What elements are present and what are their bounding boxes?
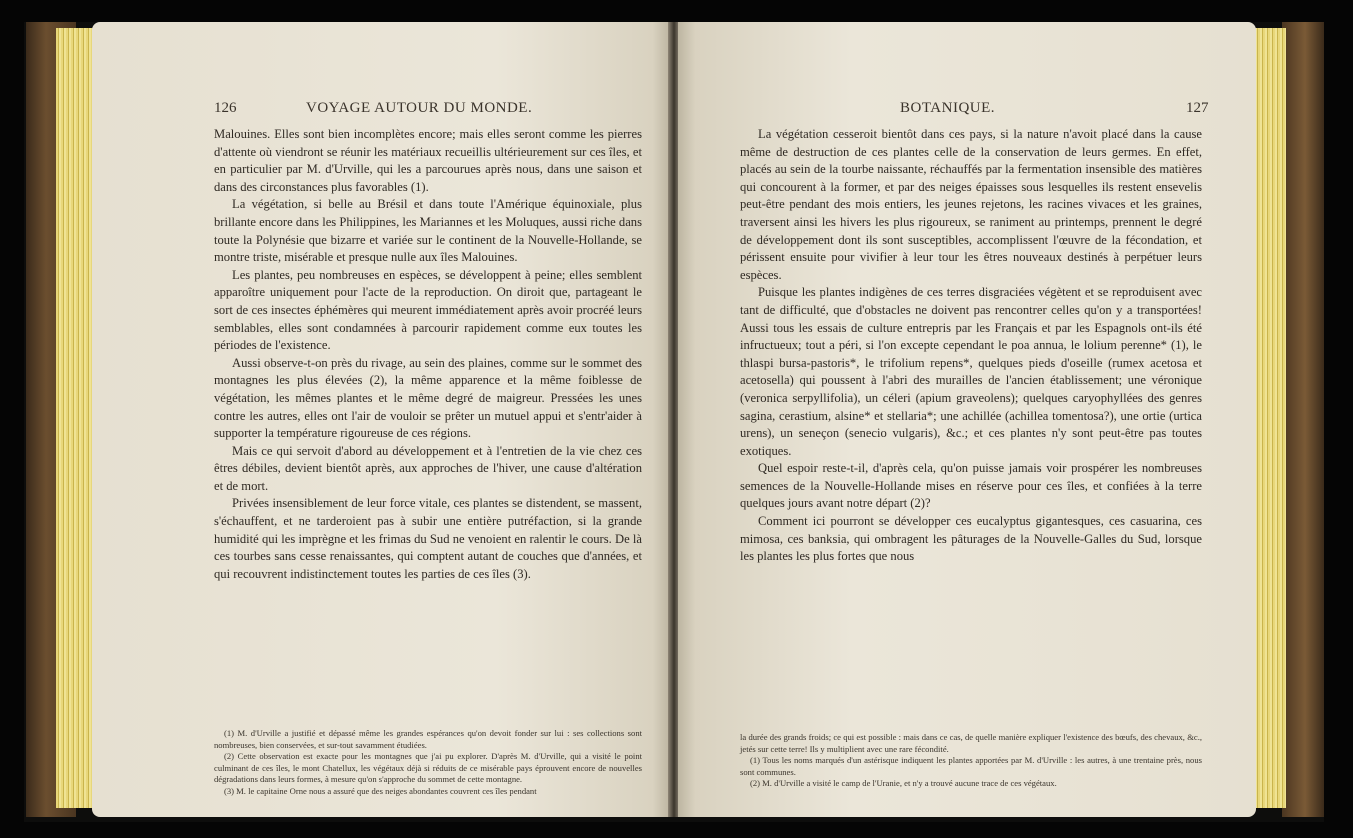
left-footnote: (3) M. le capitaine Orne nous a assuré que des neiges abondantes couvrent ces îles pendant: [224, 785, 537, 796]
right-footnotes: [740, 732, 1202, 790]
right-footnote: la durée des grands froids; ce qui est possible : mais dans ce cas, de quelle manière expliquer l'existence des bœufs, des chevaux, &c., jetés sur cette terre! Ils y multiplient avec une rare fécondité.: [740, 732, 1202, 754]
left-paragraph: Privées insensiblement de leur force vitale, ces plantes se distendent, se massent, s'échauffent, et ne tarderoient pas à subir une entière putréfaction, si la grande humidité qui les imprègne et les frimas du Sud ne venoient en ralentir le cours. De là ces tourbes sans cesse renaissantes, qui comptent autant de couches que d'années, et qui recouvrent indistinctement toutes les parties de ces îles (3).: [214, 496, 642, 581]
right-footnote: (2) M. d'Urville a visité le camp de l'Uranie, et n'y a trouvé aucune trace de ces végétaux.: [750, 778, 1057, 789]
left-page-edges: [56, 28, 96, 808]
left-page-number: 126: [214, 100, 237, 116]
left-paragraph: Les plantes, peu nombreuses en espèces, se développent à peine; elles semblent apparoître uniquement pour l'acte de la reproduction. On diroit que, partageant le sort de ces insectes éphémères qui meurent immédiatement après avoir procréé leurs semblables, elles sont condamnées à parcourir rapidement comme eux toutes les périodes de l'existence.: [214, 267, 642, 353]
left-paragraph: Malouines. Elles sont bien incomplètes encore; mais elles seront comme les pierres d'attente où viendront se réunir les matériaux recueillis ultérieurement sur ces îles, et en particulier par M. d'Urville, qui les a parcourues après nous, dans une saison et dans des circonstances plus favorables (1).: [214, 127, 642, 194]
left-footnote: (2) Cette observation est exacte pour les montagnes que j'ai pu explorer. D'après M. d'Urville, qui a visité le point culminant de ces îles, le mont Chatellux, les végétaux déjà si réduits de ce misérable pays éprouvent encore de nouvelles dégradations dans leurs formes, à mesure qu'on s'approche du sommet de cette montagne.: [214, 751, 642, 785]
left-paragraph: Aussi observe-t-on près du rivage, au sein des plaines, comme sur le sommet des montagnes les plus élevées (2), la même apparence et la même foiblesse de végétation, les mêmes plantes et le même degré de maigreur. Pressées les unes contre les autres, elles ont l'air de vouloir se prêter un mutuel appui et s'entr'aider à supporter la température rigoureuse de ces régions.: [214, 355, 642, 441]
right-paragraph: Puisque les plantes indigènes de ces terres disgraciées végètent et se reproduisent avec tant de difficulté, que d'obstacles ne doivent pas rencontrer celles qu'on y a transportées! Aussi tous les essais de culture entrepris par les Français et par les Espagnols ont-ils été infructueux; tout a péri, si l'on excepte cependant le poa annua, le lolium perenne* (1), le thlaspi bursa-pastoris*, le trifolium repens*, quelques pieds d'oseille (rumex acetosa et acetosella) qui poussent à l'abri des murailles de l'ancien établissement; une véronique (veronica serpyllifolia), un céleri (apium graveolens); quelques caryophyllées des genres sagina, cerastium, alsine* et stellaria*; une achillée (achillea tomentosa?), une ortie (urtica urens), un seneçon (senecio vulgaris), &c.; et ces plantes n'y sont peut-être pas toutes exotiques.: [740, 285, 1202, 458]
left-page: [92, 22, 670, 817]
left-paragraph: La végétation, si belle au Brésil et dans toute l'Amérique équinoxiale, plus brillante encore dans les Philippines, les Mariannes et les Moluques, aussi riche dans toute la Polynésie que bizarre et variée sur le continent de la Nouvelle-Hollande, se montre triste, misérable et presque nulle aux îles Malouines.: [214, 197, 642, 265]
right-paragraph: Quel espoir reste-t-il, d'après cela, qu'on puisse jamais voir prospérer les nombreuses semences de la Nouvelle-Hollande mises en réserve pour ces îles, et confiées à la terre quelques jours avant notre départ (2)?: [740, 461, 1202, 511]
right-page-number: 127: [1186, 100, 1209, 116]
left-paragraph: Mais ce qui servoit d'abord au développement et à l'entretien de la vie chez ces êtres débiles, devient bientôt après, aux approches de l'hiver, une cause d'altération et de mort.: [214, 443, 642, 493]
right-running-head: BOTANIQUE.: [900, 100, 996, 116]
right-page: [678, 22, 1256, 817]
right-paragraph: Comment ici pourront se développer ces eucalyptus gigantesques, ces casuarina, ces mimosa, ces banksia, qui ombragent les pâturages de la Nouvelle-Galles du Sud, lorsque les plantes les plus fortes que nous: [740, 514, 1202, 564]
left-running-head: VOYAGE AUTOUR DU MONDE.: [306, 100, 533, 116]
right-cover-edge: [1282, 22, 1324, 817]
right-paragraph: La végétation cesseroit bientôt dans ces pays, si la nature n'avoit placé dans la cause même de destruction de ces plantes celle de la conservation de leurs germes. En effet, placés au sein de la tourbe naissante, réchauffés par la fermentation insensible des matières qui concourent à la former, et par des neiges épaisses sous lesquelles ils restent ensevelis peut-être pendant des mois entiers, les jeunes rejetons, les racines vivaces et les graines, traversent ainsi les hivers les plus rigoureux, se raniment au printemps, prennent le degré de développement dont ils sont susceptibles, accomplissent l'œuvre de la fécondation, et périssent ensuite pour vivifier à leur tour les êtres nouveaux destinés à perpétuer leurs espèces.: [740, 127, 1202, 282]
left-footnotes: [214, 728, 642, 798]
left-footnote: (1) M. d'Urville a justifié et dépassé même les grandes espérances qu'on devoit fonder sur lui : ses collections sont nombreuses, bien conservées, et sur-tout savamment étudiées.: [214, 728, 642, 750]
right-body: [740, 126, 1202, 566]
left-body: [214, 126, 642, 583]
right-footnote: (1) Tous les noms marqués d'un astérisque indiquent les plantes apportées par M. d'Urville : les autres, à une trentaine près, nous sont communes.: [740, 755, 1202, 777]
